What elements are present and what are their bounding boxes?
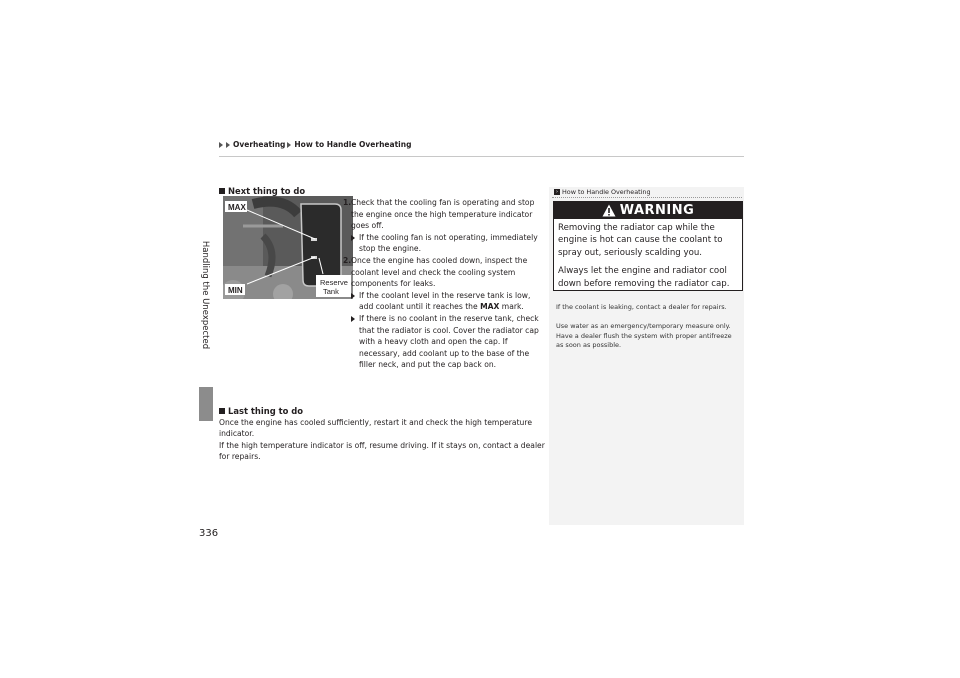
max-mark-bold: MAX xyxy=(480,302,500,312)
side-tab-label: Handling the Unexpected xyxy=(200,240,210,350)
sub-arrow-icon xyxy=(351,293,355,299)
side-note-1: If the coolant is leaking, contact a dealer for repairs. xyxy=(556,303,727,311)
page-number: 336 xyxy=(199,528,219,539)
step-2 xyxy=(343,255,541,290)
section-heading-next-text: Next thing to do xyxy=(228,186,306,196)
breadcrumb-arrow-icon xyxy=(219,142,223,148)
engine-bay-illustration xyxy=(223,196,353,299)
step-1 xyxy=(343,197,541,232)
breadcrumb-arrow-icon xyxy=(226,142,230,148)
side-note-2: Use water as an emergency/temporary measure only. Have a dealer flush the system with proper antifreeze as soon as possible. xyxy=(556,322,732,350)
breadcrumb-arrow-icon xyxy=(287,142,291,148)
sub-text: If the cooling fan is not operating, immediately stop the engine. xyxy=(359,232,538,254)
coolant-reserve-tank-figure xyxy=(223,196,353,299)
step-text: Check that the cooling fan is operating and stop the engine once the high temperature indicator goes off. xyxy=(351,198,535,231)
warning-triangle-icon xyxy=(602,204,616,217)
figure-label-max: MAX xyxy=(228,203,246,212)
reference-icon: › xyxy=(556,189,558,195)
warning-text xyxy=(558,222,740,296)
section-heading-next xyxy=(219,186,305,196)
breadcrumb xyxy=(219,140,411,149)
step-2-sub-1 xyxy=(343,290,541,313)
sub-arrow-icon xyxy=(351,235,355,241)
steps-list xyxy=(343,197,541,371)
side-tab xyxy=(199,200,211,390)
breadcrumb-item-overheating[interactable]: Overheating xyxy=(233,140,286,149)
figure-label-min: MIN xyxy=(228,286,243,295)
warning-header xyxy=(554,202,742,219)
step-2-sub-2 xyxy=(343,313,541,371)
figure-label-reserve: Reserve xyxy=(320,278,348,287)
sub-arrow-icon xyxy=(351,316,355,322)
side-panel-divider xyxy=(552,197,742,198)
sub-text: If there is no coolant in the reserve tank, check that the radiator is cool. Cover the radiator cap with a heavy cloth and open the cap. If necessary, add coolant up to the base of the filler neck, and put the cap back on. xyxy=(359,313,539,370)
sub-text: If the coolant level in the reserve tank is low, add coolant until it reaches the xyxy=(359,290,531,312)
side-panel-title xyxy=(554,188,651,196)
heading-square-icon xyxy=(219,408,225,414)
warning-title: WARNING xyxy=(619,203,695,218)
warning-paragraph-2: Always let the engine and radiator cool down before removing the radiator cap. xyxy=(558,266,730,289)
figure-label-tank: Tank xyxy=(323,287,339,296)
section-heading-last-text: Last thing to do xyxy=(228,406,304,416)
heading-square-icon xyxy=(219,188,225,194)
breadcrumb-item-how-to-handle[interactable]: How to Handle Overheating xyxy=(294,140,412,149)
step-text: Once the engine has cooled down, inspect the coolant level and check the cooling system components for leaks. xyxy=(351,255,528,289)
sub-text-end: mark. xyxy=(501,302,524,312)
last-step-paragraph-2: If the high temperature indicator is off, resume driving. If it stays on, contact a dealer for repairs. xyxy=(219,441,545,462)
header-divider xyxy=(219,156,744,157)
step-number: 1. xyxy=(343,198,352,207)
step-1-sub-1 xyxy=(343,232,541,255)
warning-paragraph-1: Removing the radiator cap while the engine is hot can cause the coolant to spray out, seriously scalding you. xyxy=(558,223,723,258)
last-step-paragraph-1: Once the engine has cooled sufficiently, restart it and check the high temperature indicator. xyxy=(219,418,533,439)
side-panel-title-text[interactable]: How to Handle Overheating xyxy=(562,188,651,196)
section-heading-last xyxy=(219,406,303,416)
side-tab-marker xyxy=(199,387,213,421)
step-number: 2. xyxy=(343,255,352,265)
